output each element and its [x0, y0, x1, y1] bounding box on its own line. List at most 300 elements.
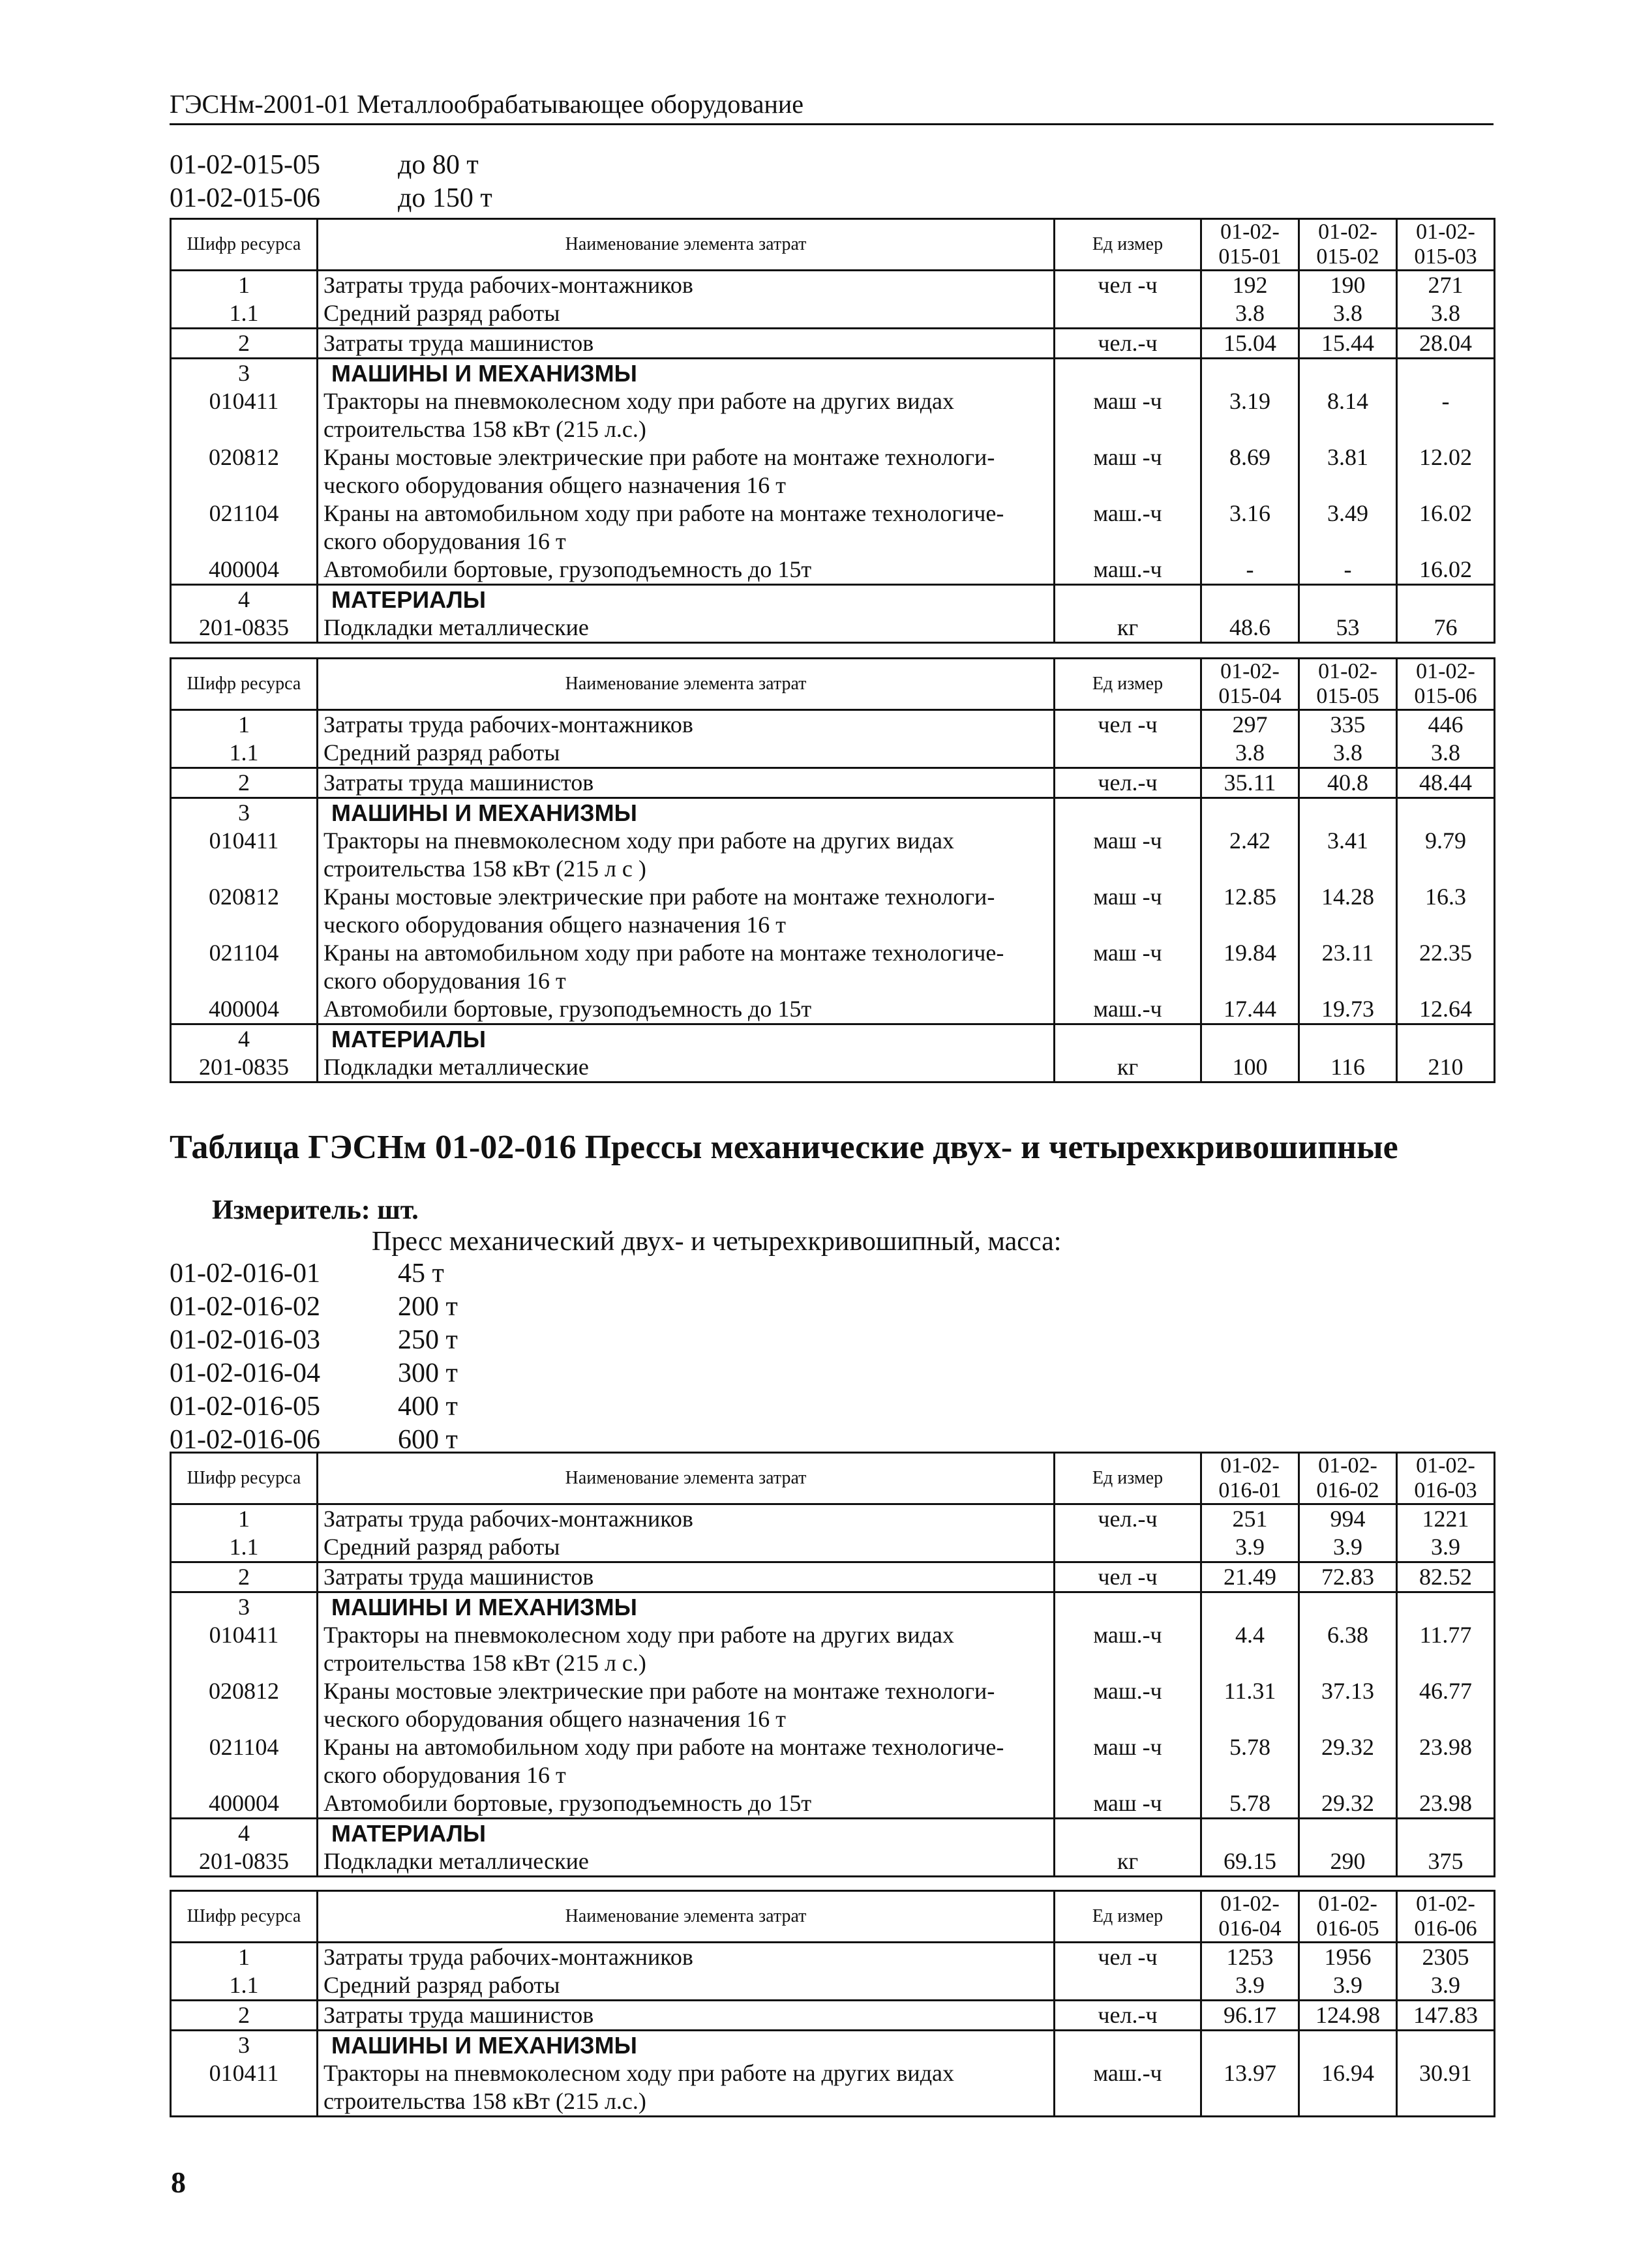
norm-value: 192: [1201, 271, 1299, 300]
norm-value: 96.17: [1201, 2001, 1299, 2031]
norm-value: 16.02: [1397, 556, 1495, 585]
col-header-name: Наименование элемента затрат: [318, 1453, 1055, 1504]
norm-value: 29.32: [1299, 1789, 1397, 1819]
name-line: Подкладки металлические: [323, 1054, 589, 1080]
norm-value: [1299, 1592, 1397, 1622]
cost-element-name: [318, 614, 1055, 643]
norm-value: 72.83: [1299, 1562, 1397, 1592]
norm-value: 69.15: [1201, 1847, 1299, 1877]
table-row: [171, 739, 1495, 768]
code-row: [170, 1357, 458, 1390]
header-row: [171, 1891, 1495, 1943]
unit: маш -ч: [1055, 1789, 1201, 1819]
norm-value: 335: [1299, 710, 1397, 739]
name-line: МАШИНЫ И МЕХАНИЗМЫ: [331, 2032, 637, 2059]
name-line: Тракторы на пневмоколесном ходу при работе на других видах: [323, 2060, 954, 2086]
resource-code: 3: [171, 798, 318, 828]
cost-element-name: [318, 883, 1055, 939]
table-row: [171, 500, 1495, 556]
norm-value: 19.84: [1201, 939, 1299, 995]
table-row: [171, 1621, 1495, 1677]
cost-element-name: [318, 1562, 1055, 1592]
name-line: Подкладки металлические: [323, 614, 589, 640]
code-number: 01-02-016-02: [170, 1292, 320, 1322]
top-code-list: [170, 149, 492, 215]
resource-table-2: [170, 657, 1495, 1083]
code-row: [170, 1390, 458, 1424]
norm-value: [1201, 359, 1299, 388]
cost-element-name: [318, 798, 1055, 828]
resource-code: 4: [171, 1024, 318, 1054]
code-description: 400 т: [398, 1392, 458, 1422]
unit: чел -ч: [1055, 271, 1201, 300]
norm-value: 290: [1299, 1847, 1397, 1877]
code-number: 01-02-016-05: [170, 1392, 320, 1422]
norm-value: 8.14: [1299, 387, 1397, 443]
resource-code: 201-0835: [171, 614, 318, 643]
col-header-code: Шифр ресурса: [171, 1453, 318, 1504]
code-number: 01-02-016-01: [170, 1259, 320, 1289]
unit: маш.-ч: [1055, 1677, 1201, 1733]
norm-value: [1397, 1819, 1495, 1848]
norm-value: 22.35: [1397, 939, 1495, 995]
unit: [1055, 739, 1201, 768]
name-line: Тракторы на пневмоколесном ходу при работе на других видах: [323, 828, 954, 854]
code-description: 45 т: [398, 1259, 444, 1289]
norm-value: 3.41: [1299, 827, 1397, 883]
cost-element-name: [318, 387, 1055, 443]
norm-code-line2: 016-04: [1218, 1917, 1282, 1941]
col-header-code: Шифр ресурса: [171, 1891, 318, 1943]
unit: чел -ч: [1055, 1943, 1201, 1972]
col-header-unit: Ед измер: [1055, 659, 1201, 710]
unit: [1055, 1819, 1201, 1848]
norm-value: 9.79: [1397, 827, 1495, 883]
norm-value: 147.83: [1397, 2001, 1495, 2031]
col-header-norm: [1201, 1891, 1299, 1943]
unit: кг: [1055, 1053, 1201, 1082]
norm-value: 17.44: [1201, 995, 1299, 1024]
table-row: [171, 1504, 1495, 1534]
unit: чел -ч: [1055, 710, 1201, 739]
table-row: [171, 271, 1495, 300]
norm-code-line1: 01-02-: [1220, 659, 1280, 683]
resource-code: 021104: [171, 1733, 318, 1789]
table-row: [171, 585, 1495, 614]
norm-code-line2: 015-02: [1316, 245, 1379, 269]
name-line: строительства 158 кВт (215 л с.): [323, 1650, 646, 1676]
name-line: Средний разряд работы: [323, 1972, 560, 1998]
col-header-unit: Ед измер: [1055, 1453, 1201, 1504]
norm-value: 3.9: [1299, 1533, 1397, 1562]
code-row: [170, 149, 492, 182]
cost-element-name: [318, 995, 1055, 1024]
norm-value: [1397, 1024, 1495, 1054]
norm-value: 210: [1397, 1053, 1495, 1082]
table-row: [171, 556, 1495, 585]
unit: [1055, 1971, 1201, 2001]
norm-value: -: [1299, 556, 1397, 585]
resource-code: 400004: [171, 556, 318, 585]
norm-code-line2: 016-05: [1316, 1917, 1379, 1941]
norm-code-line1: 01-02-: [1416, 1892, 1475, 1916]
col-header-name: Наименование элемента затрат: [318, 659, 1055, 710]
norm-value: 1221: [1397, 1504, 1495, 1534]
norm-value: 12.02: [1397, 443, 1495, 500]
norm-value: 3.9: [1397, 1971, 1495, 2001]
resource-code: 021104: [171, 939, 318, 995]
norm-value: [1201, 1024, 1299, 1054]
norm-value: 3.8: [1299, 739, 1397, 768]
table-row: [171, 359, 1495, 388]
unit: маш -ч: [1055, 443, 1201, 500]
code-description: 600 т: [398, 1425, 458, 1455]
norm-code-line2: 015-03: [1414, 245, 1477, 269]
resource-code: 3: [171, 1592, 318, 1622]
cost-element-name: [318, 1533, 1055, 1562]
norm-code-line1: 01-02-: [1416, 659, 1475, 683]
cost-element-name: [318, 1819, 1055, 1848]
unit: маш -ч: [1055, 827, 1201, 883]
col-header-unit: Ед измер: [1055, 1891, 1201, 1943]
norm-value: [1201, 585, 1299, 614]
norm-value: 297: [1201, 710, 1299, 739]
resource-code: 1.1: [171, 739, 318, 768]
resource-code: 1: [171, 1943, 318, 1972]
cost-element-name: [318, 1592, 1055, 1622]
table-row: [171, 827, 1495, 883]
norm-value: 271: [1397, 271, 1495, 300]
norm-value: 11.77: [1397, 1621, 1495, 1677]
table-row: [171, 1533, 1495, 1562]
unit: [1055, 1024, 1201, 1054]
norm-value: 251: [1201, 1504, 1299, 1534]
cost-element-name: [318, 443, 1055, 500]
norm-value: 3.49: [1299, 500, 1397, 556]
name-line: Краны на автомобильном ходу при работе на монтаже технологиче-: [323, 940, 1004, 966]
unit: маш -ч: [1055, 387, 1201, 443]
norm-value: 3.19: [1201, 387, 1299, 443]
code-description: 200 т: [398, 1292, 458, 1322]
cost-element-name: [318, 827, 1055, 883]
norm-value: 19.73: [1299, 995, 1397, 1024]
norm-value: 100: [1201, 1053, 1299, 1082]
name-line: Затраты труда рабочих-монтажников: [323, 272, 693, 298]
name-line: МАТЕРИАЛЫ: [331, 586, 487, 613]
norm-value: 2305: [1397, 1943, 1495, 1972]
resource-code: 201-0835: [171, 1847, 318, 1877]
norm-value: [1397, 1592, 1495, 1622]
col-header-norm: [1397, 1891, 1495, 1943]
norm-value: [1201, 1592, 1299, 1622]
norm-code-line1: 01-02-: [1318, 220, 1377, 244]
table-row: [171, 387, 1495, 443]
col-header-norm: [1299, 219, 1397, 271]
norm-code-line2: 015-01: [1218, 245, 1282, 269]
resource-code: 1: [171, 1504, 318, 1534]
cost-element-name: [318, 2059, 1055, 2117]
resource-code: 010411: [171, 827, 318, 883]
norm-value: -: [1201, 556, 1299, 585]
col-header-norm: [1299, 1453, 1397, 1504]
norm-value: 29.32: [1299, 1733, 1397, 1789]
section-title: Таблица ГЭСНм 01-02-016 Прессы механические двух- и четырехкривошипные: [170, 1129, 1398, 1166]
resource-code: 1: [171, 710, 318, 739]
col-header-norm: [1397, 219, 1495, 271]
norm-value: 82.52: [1397, 1562, 1495, 1592]
name-line: Средний разряд работы: [323, 1534, 560, 1560]
norm-value: 30.91: [1397, 2059, 1495, 2117]
resource-code: 020812: [171, 443, 318, 500]
name-line: Краны на автомобильном ходу при работе на монтаже технологиче-: [323, 1734, 1004, 1760]
page-number: 8: [171, 2166, 186, 2199]
unit: [1055, 1592, 1201, 1622]
col-header-name: Наименование элемента затрат: [318, 1891, 1055, 1943]
name-line: Затраты труда рабочих-монтажников: [323, 711, 693, 738]
norm-value: [1397, 798, 1495, 828]
name-line: Подкладки металлические: [323, 1848, 589, 1874]
norm-value: [1201, 798, 1299, 828]
norm-value: [1397, 585, 1495, 614]
measure-description: Пресс механический двух- и четырехкривошипный, масса:: [372, 1227, 1062, 1257]
name-line: строительства 158 кВт (215 л.с.): [323, 416, 646, 442]
name-line: ческого оборудования общего назначения 16 т: [323, 912, 787, 938]
unit: чел -ч: [1055, 1562, 1201, 1592]
norm-value: 16.94: [1299, 2059, 1397, 2117]
table-row: [171, 1789, 1495, 1819]
norm-code-line1: 01-02-: [1220, 1892, 1280, 1916]
unit: чел.-ч: [1055, 768, 1201, 798]
resource-code: 2: [171, 768, 318, 798]
norm-value: 116: [1299, 1053, 1397, 1082]
unit: [1055, 798, 1201, 828]
unit: чел.-ч: [1055, 2001, 1201, 2031]
name-line: ского оборудования 16 т: [323, 528, 566, 554]
cost-element-name: [318, 329, 1055, 359]
norm-value: 37.13: [1299, 1677, 1397, 1733]
norm-value: [1397, 2031, 1495, 2060]
table-row: [171, 1592, 1495, 1622]
norm-value: 8.69: [1201, 443, 1299, 500]
resource-code: 010411: [171, 2059, 318, 2117]
code-row: [170, 1291, 458, 1324]
norm-value: 3.8: [1201, 299, 1299, 329]
cost-element-name: [318, 1971, 1055, 2001]
unit: кг: [1055, 614, 1201, 643]
norm-value: [1299, 1819, 1397, 1848]
norm-value: [1299, 2031, 1397, 2060]
col-header-code: Шифр ресурса: [171, 219, 318, 271]
norm-value: [1299, 1024, 1397, 1054]
name-line: ского оборудования 16 т: [323, 1762, 566, 1788]
norm-value: 11.31: [1201, 1677, 1299, 1733]
norm-value: 15.44: [1299, 329, 1397, 359]
name-line: ческого оборудования общего назначения 16 т: [323, 1706, 787, 1732]
norm-value: 1956: [1299, 1943, 1397, 1972]
name-line: МАШИНЫ И МЕХАНИЗМЫ: [331, 1594, 637, 1620]
name-line: Тракторы на пневмоколесном ходу при работе на других видах: [323, 388, 954, 414]
table-row: [171, 299, 1495, 329]
cost-element-name: [318, 1943, 1055, 1972]
unit: маш -ч: [1055, 939, 1201, 995]
norm-value: 3.9: [1201, 1971, 1299, 2001]
cost-element-name: [318, 500, 1055, 556]
cost-element-name: [318, 1621, 1055, 1677]
table-row: [171, 329, 1495, 359]
norm-value: 12.85: [1201, 883, 1299, 939]
norm-value: 124.98: [1299, 2001, 1397, 2031]
name-line: Затраты труда машинистов: [323, 769, 594, 796]
name-line: Затраты труда машинистов: [323, 1564, 594, 1590]
norm-value: 16.02: [1397, 500, 1495, 556]
resource-code: 1.1: [171, 1533, 318, 1562]
code-description: до 150 т: [398, 183, 492, 213]
resource-code: 2: [171, 329, 318, 359]
col-header-code: Шифр ресурса: [171, 659, 318, 710]
resource-code: 4: [171, 585, 318, 614]
cost-element-name: [318, 299, 1055, 329]
cost-element-name: [318, 1504, 1055, 1534]
norm-value: 40.8: [1299, 768, 1397, 798]
norm-value: 23.11: [1299, 939, 1397, 995]
resource-code: 1: [171, 271, 318, 300]
norm-value: 3.8: [1397, 739, 1495, 768]
norm-code-line1: 01-02-: [1318, 659, 1377, 683]
col-header-norm: [1397, 659, 1495, 710]
unit: кг: [1055, 1847, 1201, 1877]
unit: маш.-ч: [1055, 556, 1201, 585]
unit: маш.-ч: [1055, 500, 1201, 556]
norm-code-line2: 015-04: [1218, 684, 1282, 708]
table-row: [171, 1733, 1495, 1789]
norm-value: [1299, 585, 1397, 614]
norm-value: 21.49: [1201, 1562, 1299, 1592]
norm-value: 3.16: [1201, 500, 1299, 556]
norm-value: 375: [1397, 1847, 1495, 1877]
name-line: МАТЕРИАЛЫ: [331, 1820, 487, 1847]
press-code-list: [170, 1257, 458, 1457]
norm-value: 3.81: [1299, 443, 1397, 500]
code-number: 01-02-015-05: [170, 150, 320, 180]
norm-value: [1299, 359, 1397, 388]
norm-code-line2: 016-06: [1414, 1917, 1477, 1941]
unit: [1055, 299, 1201, 329]
norm-code-line1: 01-02-: [1416, 220, 1475, 244]
norm-value: 16.3: [1397, 883, 1495, 939]
norm-value: [1201, 2031, 1299, 2060]
unit: маш -ч: [1055, 883, 1201, 939]
header-row: [171, 219, 1495, 271]
table-row: [171, 1562, 1495, 1592]
cost-element-name: [318, 1789, 1055, 1819]
norm-value: 76: [1397, 614, 1495, 643]
code-number: 01-02-015-06: [170, 183, 320, 213]
header-row: [171, 659, 1495, 710]
resource-table-4: [170, 1890, 1495, 2117]
code-description: до 80 т: [398, 150, 479, 180]
norm-value: 23.98: [1397, 1733, 1495, 1789]
resource-code: 020812: [171, 883, 318, 939]
unit: маш.-ч: [1055, 2059, 1201, 2117]
table-row: [171, 768, 1495, 798]
name-line: Автомобили бортовые, грузоподъемность до 15т: [323, 1790, 812, 1816]
col-header-norm: [1201, 219, 1299, 271]
name-line: Краны мостовые электрические при работе на монтаже технологи-: [323, 444, 995, 470]
resource-code: 400004: [171, 995, 318, 1024]
resource-code: 010411: [171, 387, 318, 443]
table-row: [171, 798, 1495, 828]
col-header-norm: [1201, 1453, 1299, 1504]
cost-element-name: [318, 939, 1055, 995]
resource-code: 1.1: [171, 299, 318, 329]
cost-element-name: [318, 1677, 1055, 1733]
code-row: [170, 182, 492, 215]
name-line: Средний разряд работы: [323, 739, 560, 766]
name-line: Затраты труда рабочих-монтажников: [323, 1944, 693, 1970]
page-header: ГЭСНм-2001-01 Металлообрабатывающее оборудование: [170, 89, 1494, 125]
unit: чел.-ч: [1055, 329, 1201, 359]
norm-value: [1201, 1819, 1299, 1848]
code-row: [170, 1257, 458, 1291]
code-number: 01-02-016-03: [170, 1325, 320, 1355]
resource-code: 201-0835: [171, 1053, 318, 1082]
code-description: 300 т: [398, 1358, 458, 1388]
cost-element-name: [318, 585, 1055, 614]
norm-code-line2: 016-03: [1414, 1478, 1477, 1502]
name-line: МАШИНЫ И МЕХАНИЗМЫ: [331, 799, 637, 826]
norm-value: 6.38: [1299, 1621, 1397, 1677]
col-header-norm: [1299, 1891, 1397, 1943]
name-line: Краны на автомобильном ходу при работе на монтаже технологиче-: [323, 500, 1004, 526]
table-row: [171, 2001, 1495, 2031]
unit: чел.-ч: [1055, 1504, 1201, 1534]
norm-value: 15.04: [1201, 329, 1299, 359]
cost-element-name: [318, 2031, 1055, 2060]
norm-code-line2: 016-02: [1316, 1478, 1379, 1502]
table-row: [171, 1943, 1495, 1972]
norm-value: 13.97: [1201, 2059, 1299, 2117]
norm-value: [1397, 359, 1495, 388]
norm-value: 48.44: [1397, 768, 1495, 798]
norm-value: 3.9: [1299, 1971, 1397, 2001]
norm-value: 5.78: [1201, 1733, 1299, 1789]
unit: [1055, 359, 1201, 388]
norm-value: [1299, 798, 1397, 828]
norm-value: 14.28: [1299, 883, 1397, 939]
name-line: строительства 158 кВт (215 л.с.): [323, 2088, 646, 2114]
norm-code-line1: 01-02-: [1220, 1454, 1280, 1478]
measure-label: Измеритель: шт.: [212, 1195, 419, 1225]
table-row: [171, 1053, 1495, 1082]
table-row: [171, 614, 1495, 643]
name-line: Краны мостовые электрические при работе на монтаже технологи-: [323, 1678, 995, 1704]
norm-value: 12.64: [1397, 995, 1495, 1024]
resource-table-1: [170, 218, 1495, 644]
norm-value: 3.9: [1201, 1533, 1299, 1562]
norm-code-line2: 016-01: [1218, 1478, 1282, 1502]
name-line: Автомобили бортовые, грузоподъемность до 15т: [323, 996, 812, 1022]
resource-code: 021104: [171, 500, 318, 556]
norm-value: 48.6: [1201, 614, 1299, 643]
resource-code: 010411: [171, 1621, 318, 1677]
code-description: 250 т: [398, 1325, 458, 1355]
name-line: Автомобили бортовые, грузоподъемность до 15т: [323, 556, 812, 582]
code-number: 01-02-016-06: [170, 1425, 320, 1455]
cost-element-name: [318, 739, 1055, 768]
norm-code-line1: 01-02-: [1416, 1454, 1475, 1478]
cost-element-name: [318, 1053, 1055, 1082]
name-line: Затраты труда машинистов: [323, 330, 594, 356]
